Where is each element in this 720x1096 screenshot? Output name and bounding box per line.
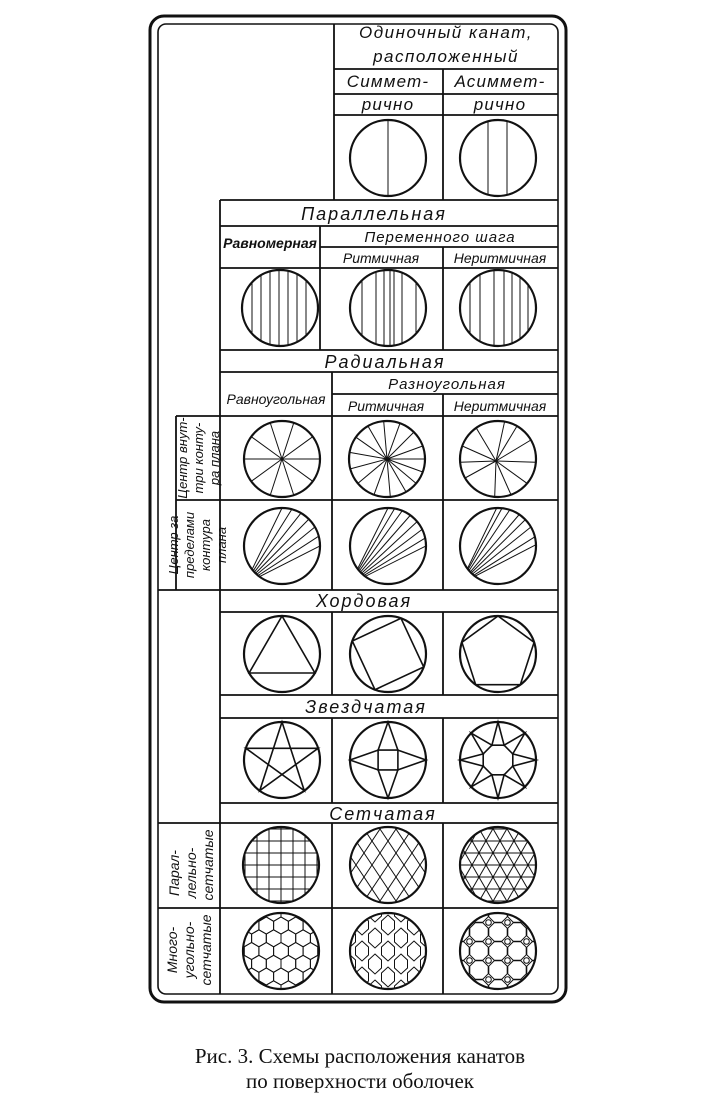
parallel-header: Параллельная xyxy=(301,204,447,224)
symmetric-header-2: рично xyxy=(361,95,415,114)
figure-caption-line2: по поверхности оболочек xyxy=(245,1069,475,1093)
chord-header: Хордовая xyxy=(315,591,413,611)
asymmetric-header: Асиммет- xyxy=(454,72,546,91)
chord-pentagon-scheme xyxy=(460,616,536,692)
parallel-nonrhythmic-scheme xyxy=(460,270,536,346)
symmetric-header: Симмет- xyxy=(346,72,430,91)
svg-text:плана: плана xyxy=(214,526,229,564)
svg-text:сетчатые: сетчатые xyxy=(200,829,216,901)
figure-caption-line1: Рис. 3. Схемы расположения канатов xyxy=(194,1044,526,1068)
svg-text:Центр внут-: Центр внут- xyxy=(175,417,190,499)
unequal-header: Разноугольная xyxy=(388,376,506,393)
svg-text:ра плана: ра плана xyxy=(207,430,222,486)
variable-step-header: Переменного шага xyxy=(364,229,516,246)
asymmetric-header-2: рично xyxy=(473,95,527,114)
parallel-mesh-label xyxy=(166,829,216,900)
parallel-uniform-scheme xyxy=(242,270,318,346)
radial-nonrhythmic-scheme xyxy=(460,421,536,497)
uniform-header: Равномерная xyxy=(223,235,317,251)
star-four-point-scheme xyxy=(350,722,426,798)
star-header: Звездчатая xyxy=(305,697,427,717)
svg-text:Центр за: Центр за xyxy=(166,515,181,575)
single-symmetric-scheme xyxy=(350,120,426,196)
single-asymmetric-scheme xyxy=(460,120,536,196)
star-eight-point-scheme xyxy=(460,722,536,798)
svg-text:контура: контура xyxy=(198,518,213,572)
radial-header: Радиальная xyxy=(324,352,446,372)
mesh-hexagonal-scheme xyxy=(215,892,355,1011)
star-pentagram-scheme xyxy=(244,722,320,798)
mesh-header: Сетчатая xyxy=(329,804,437,824)
svg-text:сетчатые: сетчатые xyxy=(198,914,214,986)
radial-rhythmic-scheme xyxy=(349,421,425,497)
radial-equiangular-scheme xyxy=(244,421,320,497)
rhythmic-header: Ритмичная xyxy=(342,250,420,266)
svg-text:пределами: пределами xyxy=(182,511,197,579)
svg-text:три конту-: три конту- xyxy=(191,422,206,494)
mesh-triangular-grid-scheme xyxy=(373,815,613,915)
rhythmic-header-2: Ритмичная xyxy=(347,398,425,414)
radial-outside-nonrhythmic-scheme xyxy=(460,508,536,584)
polygonal-mesh-label xyxy=(164,914,214,985)
chord-triangle-scheme xyxy=(244,616,320,692)
single-rope-header: Одиночный канат, xyxy=(359,23,533,42)
svg-text:Парал-: Парал- xyxy=(166,850,182,896)
nonrhythmic-header-2: Неритмичная xyxy=(453,398,547,414)
svg-text:угольно-: угольно- xyxy=(181,921,197,979)
radial-outside-equiangular-scheme xyxy=(244,508,320,584)
equiangular-header: Равноугольная xyxy=(226,391,326,407)
nonrhythmic-header: Неритмичная xyxy=(453,250,547,266)
svg-text:лельно-: лельно- xyxy=(183,847,199,899)
center-inside-label xyxy=(175,417,222,499)
svg-text:Много-: Много- xyxy=(164,926,180,974)
parallel-rhythmic-scheme xyxy=(350,270,426,346)
chord-square-scheme xyxy=(350,616,426,692)
single-rope-header-2: расположенный xyxy=(373,47,519,66)
mesh-square-grid-scheme xyxy=(236,820,326,910)
radial-outside-rhythmic-scheme xyxy=(350,508,426,584)
mesh-octagonal-scheme xyxy=(432,885,568,1021)
